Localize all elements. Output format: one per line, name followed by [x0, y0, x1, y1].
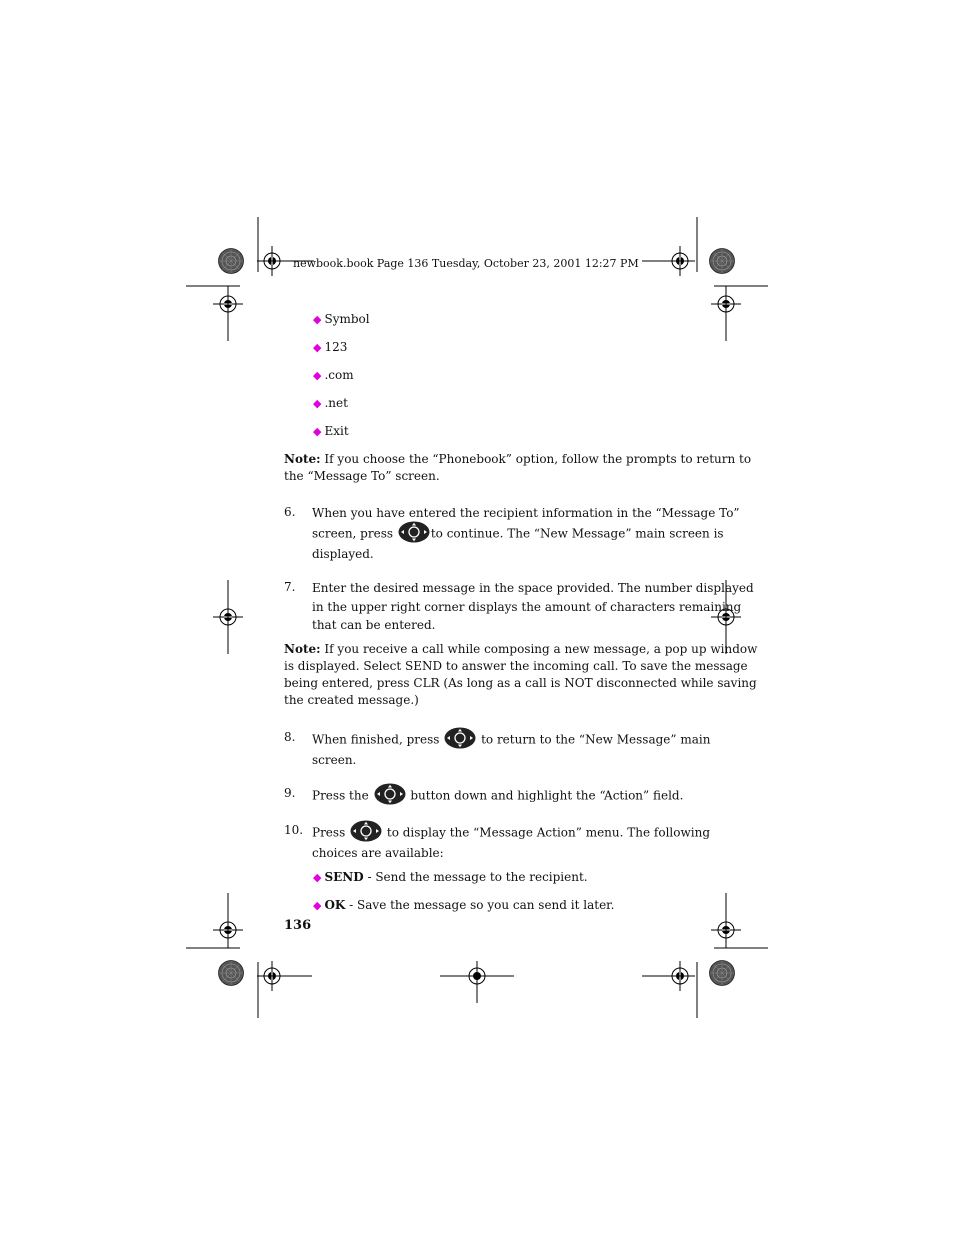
note-incoming-call: Note: If you receive a call while composing a new message, a pop up window is displayed. Select SEND to answer the incoming call. To save the message being entered, press CLR (As long as a call is NOT disconnected while saving the created message.) [284, 642, 758, 707]
diamond-bullet-icon: ◆ [313, 397, 322, 410]
step-number: 8. [284, 730, 296, 744]
list-item: ◆ 123 [313, 340, 348, 354]
list-item: ◆ SEND - Send the message to the recipient. [313, 870, 588, 884]
step-number: 10. [284, 823, 304, 837]
navigation-key-icon [350, 820, 382, 842]
step-10: Press to display the “Message Action” menu. The following choices are available: [312, 822, 710, 863]
navigation-key-icon [444, 727, 476, 749]
list-item: ◆ Exit [313, 424, 349, 438]
list-item: ◆ Symbol [313, 312, 370, 326]
navigation-key-icon [374, 783, 406, 805]
list-item: ◆ .net [313, 396, 348, 410]
step-number: 9. [284, 786, 296, 800]
list-item: ◆ OK - Save the message so you can send it later. [313, 898, 615, 912]
list-item: ◆ .com [313, 368, 354, 382]
diamond-bullet-icon: ◆ [313, 899, 322, 912]
step-8: When finished, press to return to the “New Message” main screen. [312, 729, 710, 769]
page-number: 136 [284, 918, 312, 933]
diamond-bullet-icon: ◆ [313, 871, 322, 884]
step-7: Enter the desired message in the space provided. The number displayed in the upper right corner displays the amount of characters remaining that can be entered. [312, 581, 754, 632]
diamond-bullet-icon: ◆ [313, 313, 322, 326]
diamond-bullet-icon: ◆ [313, 425, 322, 438]
page-header: newbook.book Page 136 Tuesday, October 23, 2001 12:27 PM [293, 257, 639, 270]
step-number: 6. [284, 505, 296, 519]
diamond-bullet-icon: ◆ [313, 341, 322, 354]
diamond-bullet-icon: ◆ [313, 369, 322, 382]
step-6: When you have entered the recipient information in the “Message To” screen, press to continue. The “New Message” main screen is displayed. [312, 506, 740, 561]
note-phonebook: Note: If you choose the “Phonebook” option, follow the prompts to return to the “Message To” screen. [284, 452, 752, 483]
step-number: 7. [284, 580, 296, 594]
step-9: Press the button down and highlight the “Action” field. [312, 785, 683, 807]
navigation-key-icon [398, 521, 430, 543]
